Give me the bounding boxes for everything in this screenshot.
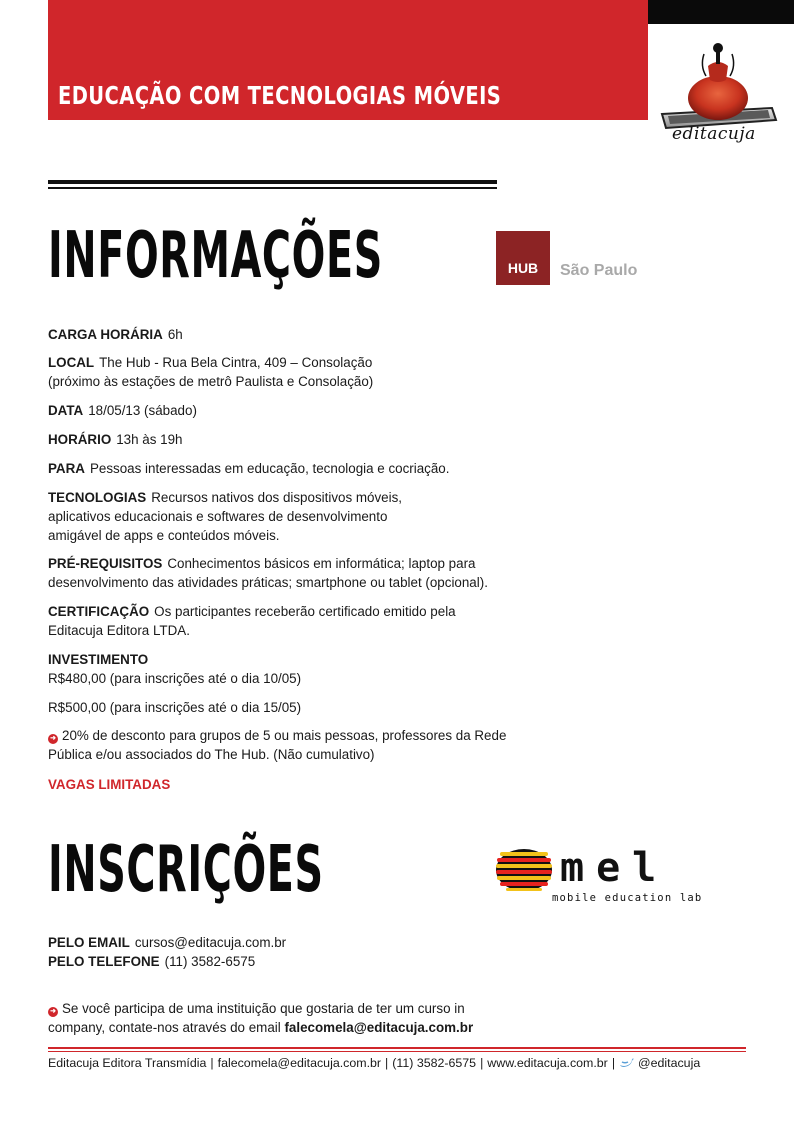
banner-title: EDUCAÇÃO COM TECNOLOGIAS MÓVEIS xyxy=(58,81,502,110)
footer-phone: (11) 3582-6575 xyxy=(392,1056,477,1070)
info-discount xyxy=(48,726,568,764)
prereq-line2: desenvolvimento das atividades práticas; smartphone ou tablet (opcional). xyxy=(48,575,488,590)
email-value[interactable]: cursos@editacuja.com.br xyxy=(134,935,287,950)
hub-logo-city: São Paulo xyxy=(560,262,638,279)
hub-logo[interactable] xyxy=(496,231,550,285)
mel-logo[interactable] xyxy=(494,845,703,910)
info-heading: INFORMAÇÕES xyxy=(48,219,383,293)
info-certificacao xyxy=(48,602,568,640)
mel-honeycomb-icon xyxy=(494,846,554,896)
info-horario xyxy=(48,430,568,449)
data-value: 18/05/13 (sábado) xyxy=(88,403,197,418)
info-investimento xyxy=(48,650,568,688)
certificacao-line1: Os participantes receberão certificado emitido pela xyxy=(154,604,456,619)
info-tecnologias xyxy=(48,488,568,545)
carga-value: 6h xyxy=(167,327,183,342)
footer-twitter[interactable]: @editacuja xyxy=(638,1056,701,1070)
note-line1: Se você participa de uma instituição que gostaria de ter um curso in xyxy=(62,1001,465,1016)
footer-separator: | xyxy=(611,1056,616,1070)
top-corner xyxy=(0,0,48,24)
data-label: DATA xyxy=(48,403,84,418)
footer-email[interactable]: falecomela@editacuja.com.br xyxy=(217,1056,382,1070)
info-local xyxy=(48,353,568,391)
prereq-label: PRÉ-REQUISITOS xyxy=(48,556,163,571)
info-carga xyxy=(48,325,568,344)
twitter-bird-icon xyxy=(619,1057,635,1068)
footer-separator: | xyxy=(385,1056,389,1070)
arrow-bullet-icon: ➜ xyxy=(48,734,58,744)
footer-company: Editacuja Editora Transmídia xyxy=(48,1056,207,1070)
prereq-line1: Conhecimentos básicos em informática; laptop para xyxy=(167,556,476,571)
footer-separator: | xyxy=(210,1056,214,1070)
certificacao-line2: Editacuja Editora LTDA. xyxy=(48,623,190,638)
mel-logo-subtitle: mobile education lab xyxy=(552,892,703,904)
tecnologias-line2: aplicativos educacionais e softwares de desenvolvimento xyxy=(48,509,388,524)
footer-rule-thin xyxy=(48,1051,746,1052)
company-note xyxy=(48,999,608,1037)
note-line2-prefix: company, contate-nos através do email xyxy=(48,1020,281,1035)
inscricoes-heading: INSCRIÇÕES xyxy=(48,833,324,907)
discount-line2: Pública e/ou associados do The Hub. (Não cumulativo) xyxy=(48,747,375,762)
divider-thin xyxy=(48,187,497,189)
hub-logo-mark: HUB xyxy=(507,260,539,276)
vagas-limitadas: VAGAS LIMITADAS xyxy=(48,777,171,792)
tecnologias-line1: Recursos nativos dos dispositivos móveis, xyxy=(151,490,403,505)
footer-rule xyxy=(48,1047,746,1049)
telefone-label: PELO TELEFONE xyxy=(48,954,160,969)
editacuja-logo-text: editacuja xyxy=(672,124,756,144)
price-2: R$500,00 (para inscrições até o dia 15/05) xyxy=(48,700,302,715)
note-email[interactable]: falecomela@editacuja.com.br xyxy=(284,1020,474,1035)
telefone-value: (11) 3582-6575 xyxy=(164,954,256,969)
arrow-bullet-icon: ➜ xyxy=(48,1007,58,1017)
info-para xyxy=(48,459,568,478)
contact-phone xyxy=(48,952,568,971)
info-prereq xyxy=(48,554,608,592)
carga-label: CARGA HORÁRIA xyxy=(48,327,163,342)
horario-label: HORÁRIO xyxy=(48,432,112,447)
mel-logo-word: mel xyxy=(560,845,669,891)
para-value: Pessoas interessadas em educação, tecnologia e cocriação. xyxy=(89,461,450,476)
discount-line1: 20% de desconto para grupos de 5 ou mais pessoas, professores da Rede xyxy=(62,728,507,743)
tecnologias-label: TECNOLOGIAS xyxy=(48,490,147,505)
footer xyxy=(48,1056,748,1070)
horario-value: 13h às 19h xyxy=(116,432,183,447)
footer-site[interactable]: www.editacuja.com.br xyxy=(487,1056,608,1070)
certificacao-label: CERTIFICAÇÃO xyxy=(48,604,150,619)
contact-email xyxy=(48,933,568,952)
divider-thick xyxy=(48,180,497,184)
local-note: (próximo às estações de metrô Paulista e Consolação) xyxy=(48,374,374,389)
price-1: R$480,00 (para inscrições até o dia 10/05) xyxy=(48,671,302,686)
email-label: PELO EMAIL xyxy=(48,935,130,950)
investimento-label: INVESTIMENTO xyxy=(48,652,149,667)
header-banner xyxy=(48,0,648,120)
info-price-2 xyxy=(48,698,568,717)
tecnologias-line3: amigável de apps e conteúdos móveis. xyxy=(48,528,280,543)
editacuja-logo-icon xyxy=(656,36,778,136)
local-value: The Hub - Rua Bela Cintra, 409 – Consolação xyxy=(99,355,373,370)
para-label: PARA xyxy=(48,461,85,476)
local-label: LOCAL xyxy=(48,355,95,370)
info-data xyxy=(48,401,568,420)
footer-separator: | xyxy=(480,1056,484,1070)
